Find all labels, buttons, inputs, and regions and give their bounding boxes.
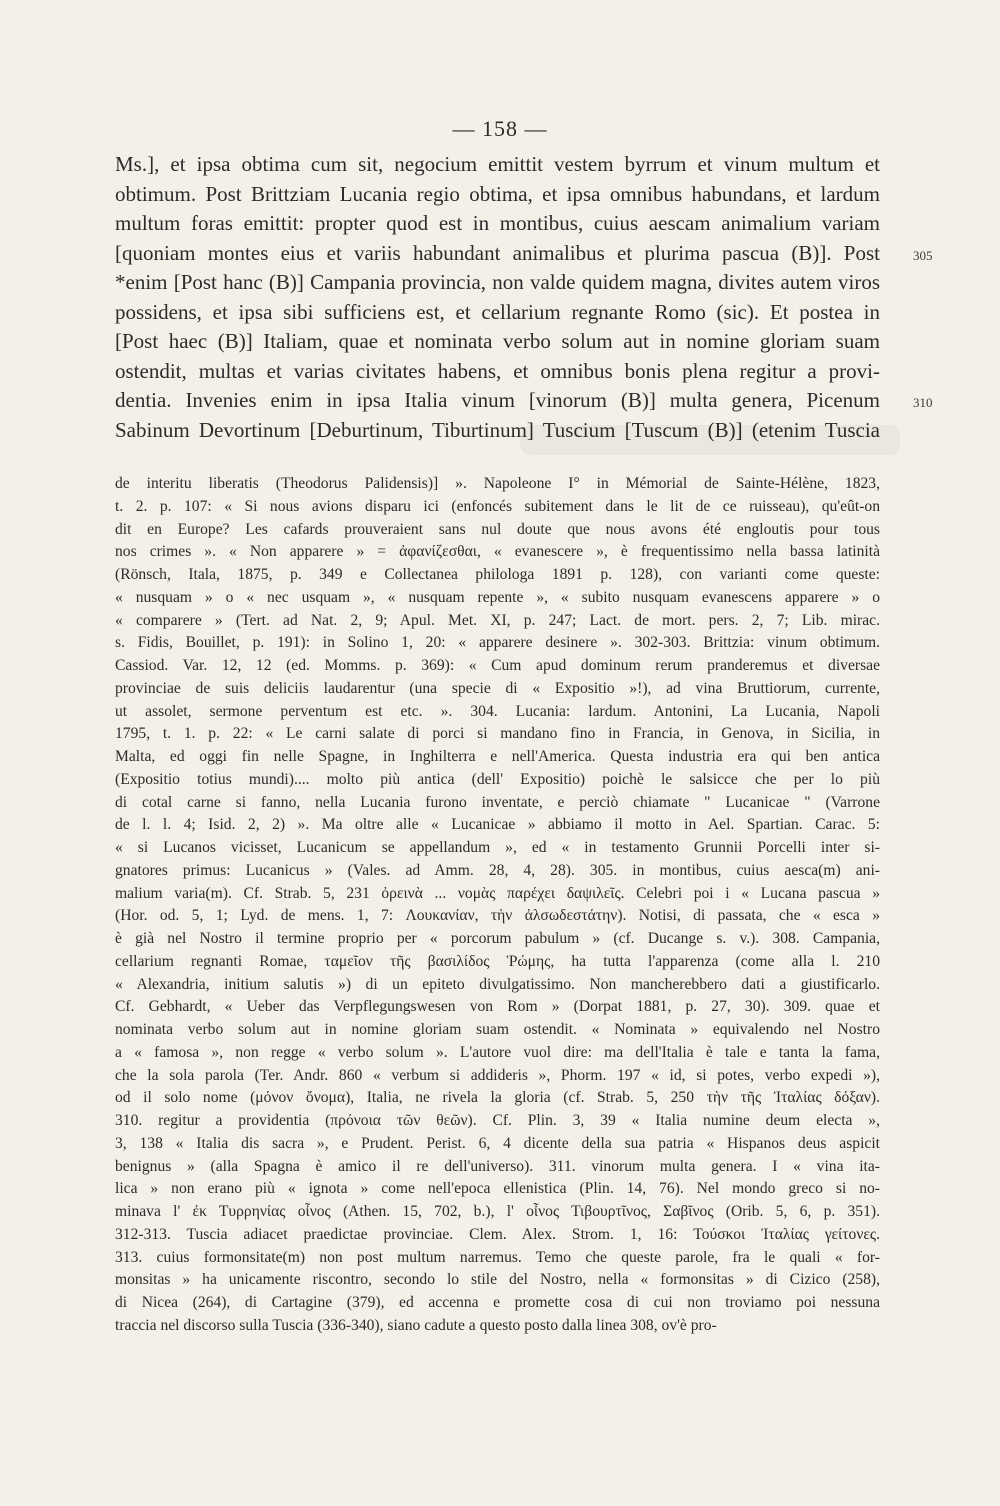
footnote-line: t. 2. p. 107: « Si nous avions disparu ici (enfoncés subitement dans le lit de ce ruisseau), qu'eût-on xyxy=(115,497,880,515)
footnote-line: (Rönsch, Itala, 1875, p. 349 e Collectanea philologa 1891 p. 128), con varianti come queste: xyxy=(115,566,880,583)
footnote-line: de interitu liberatis (Theodorus Palidensis)] ». Napoleone I° in Mémorial de Sainte-Hélène, 1823, xyxy=(115,475,880,492)
main-text-line: ostendit, multas et varias civitates habens, et omnibus bonis plena regitur a provi- xyxy=(115,358,880,383)
margin-line-number: 310 xyxy=(913,395,933,410)
footnote-line: « nusquam » o « nec usquam », « nusquam repente », « subito nusquam evanescens apparere » o xyxy=(115,588,880,606)
footnote-line: Cassiod. Var. 12, 12 (ed. Momms. p. 369): « Cum apud dominum rerum pranderemus et diversae xyxy=(115,657,880,674)
footnote-line: 3, 138 « Italia dis sacra », e Prudent. Perist. 6, 4 dicente della sua patria « Hispanos deus aspicit xyxy=(115,1134,880,1152)
footnote-line: « si Lucanos vicisset, Lucanicum se appellandum », ed « in testamento Grunnii Porcelli inter si- xyxy=(115,839,880,856)
footnote-line: « comparere » (Tert. ad Nat. 2, 9; Apul. Met. XI, p. 247; Lact. de mort. pers. 2, 7; Lib. mirac. xyxy=(115,611,880,629)
footnote-line: lica » non erano più « ignota » come nell'epoca ellenistica (Plin. 14, 76). Nel mondo greco si no- xyxy=(115,1180,880,1198)
footnote-line: od il solo nome (μόνον ὄνομα), Italia, ne rivela la gloria (cf. Strab. 5, 250 τὴν τῆς Ἰταλίας δόξαν). xyxy=(115,1089,880,1107)
footnote-line: 312-313. Tuscia adiacet praedictae provinciae. Clem. Alex. Strom. 1, 16: Τούσκοι Ἰταλίας γείτονες. xyxy=(115,1225,880,1243)
main-text-line: obtimum. Post Brittziam Lucania regio obtima, et ipsa omnibus habundans, et lardum xyxy=(115,181,880,206)
footnote-line: dit en Europe? Les cafards prouveraient sans nul doute que nous avons été engloutis pour tous xyxy=(115,520,880,538)
footnote-line: minava l' ἐκ Τυρρηνίας οἶνος (Athen. 15, 702, b.), l' οἶνος Τιβουρτῖνος, Σαβῖνος (Orib. 5, 6, p. 351). xyxy=(115,1203,880,1220)
main-text-line: Ms.], et ipsa obtima cum sit, negocium emittit vestem byrrum et vinum multum et xyxy=(115,152,880,176)
footnote-line: di Nicea (264), di Cartagine (379), ed accenna e promette cosa di cui non troviamo poi nessuna xyxy=(115,1294,880,1311)
footnote-line: (Expositio totius mundi).... molto più antica (dell' Expositio) poichè le salsicce che per lo più xyxy=(115,770,880,788)
footnote-line: monsitas » ha unicamente riscontro, secondo lo stile del Nostro, nella « formonsitas » di Cizico (258), xyxy=(115,1271,880,1289)
footnote-line: ut assolet, sermone perventum est etc. ». 304. Lucania: lardum. Antonini, La Lucania, Napoli xyxy=(115,702,880,720)
footnote-line: s. Fidis, Bouillet, p. 191): in Solino 1, 20: « apparere desinere ». 302-303. Brittzia: vinum obtimum. xyxy=(115,634,880,652)
footnote-line: gnatores primus: Lucanicus » (Vales. ad Amm. 28, 4, 28). 305. in montibus, cuius aesca(m) ani- xyxy=(115,861,880,879)
main-text-line: dentia. Invenies enim in ipsa Italia vinum [vinorum (B)] multa genera, Picenum xyxy=(115,388,880,412)
footnotes-block xyxy=(115,473,880,1338)
footnote-line: 1795, t. 1. p. 22: « Le carni salate di porci si mandano fino in Francia, in Genova, in Sicilia, in xyxy=(115,725,880,743)
footnote-line: nos crimes ». « Non apparere » = ἀφανίζεσθαι, « evanescere », è frequentissimo nella bassa latinità xyxy=(115,543,880,561)
footnote-line: 313. cuius formonsitate(m) non post multum narremus. Temo che queste parole, fra le quali « for- xyxy=(115,1248,880,1266)
footnote-line: è già nel Nostro il termine proprio per « porcorum pabulum » (cf. Ducange s. v.). 308. Campania, xyxy=(115,930,880,947)
main-text-line: [Post haec (B)] Italiam, quae et nominata verbo solum aut in nomine gloriam suam xyxy=(115,329,880,353)
main-text-line: *enim [Post hanc (B)] Campania provincia, non valde quidem magna, divites autem viros xyxy=(115,270,880,294)
page-number: — 158 — xyxy=(452,116,548,141)
footnote-line: malium varia(m). Cf. Strab. 5, 231 ὀρεινὰ ... νομὰς παρέχει δαψιλεῖς. Celebri poi i « Lucana pascua » xyxy=(115,884,880,902)
main-text-line: multum foras emittit: propter quod est in montibus, cuius aescam animalium variam xyxy=(115,211,880,235)
footnote-line: Malta, ed oggi fin nelle Spagne, in Inghilterra e nell'America. Questa industria era qui ben antica xyxy=(115,748,880,765)
footnote-line: cellarium regnanti Romae, ταμεῖον τῆς βασιλίδος Ῥώμης, ha tutta l'apparenza (come alla l. 210 xyxy=(115,952,880,970)
footnote-line: traccia nel discorso sulla Tuscia (336-340), siano cadute a questo posto dalla linea 308, ov'è pro- xyxy=(115,1316,717,1334)
footnote-line: de l. l. 4; Isid. 2, 2) ». Ma oltre alle « Lucanicae » abbiamo il motto in Ael. Spartian. Carac. 5: xyxy=(115,816,880,834)
footnote-line: (Hor. od. 5, 1; Lyd. de mens. 1, 7: Λουκανίαν, τὴν ἀλσωδεστάτην). Notisi, di passata, che « esca » xyxy=(115,907,880,925)
main-text-line: possidens, et ipsa sibi sufficiens est, et cellarium regnante Romo (sic). Et postea in xyxy=(115,299,880,324)
footnote-line: benignus » (alla Spagna è amico il re dell'universo). 311. vinorum multa genera. I « vina ita- xyxy=(115,1157,880,1175)
footnote-line: di cotal carne si fanno, nella Lucania furono inventate, e perciò chiamate " Lucanicae " (Varrone xyxy=(115,793,880,811)
margin-line-number: 305 xyxy=(913,247,933,263)
footnote-line: Cf. Gebhardt, « Ueber das Verpflegungswesen von Rom » (Dorpat 1881, p. 27, 30). 309. quae et xyxy=(115,998,880,1016)
footnote-line: provinciae de suis deliciis laudarentur (una specie di « Expositio »!), ad vina Bruttiorum, currente, xyxy=(115,679,880,697)
footnote-line: che la sola parola (Ter. Andr. 860 « verbum si addideris », Phorm. 197 « id, si potes, verbo expedi »), xyxy=(115,1066,880,1084)
footnote-line: 310. regitur a providentia (πρόνοια τῶν θεῶν). Cf. Plin. 3, 39 « Italia numine deum electa », xyxy=(115,1112,880,1129)
main-text-line: Sabinum Devortinum [Deburtinum, Tiburtinum] Tuscium [Tuscum (B)] (etenim Tuscia xyxy=(115,417,880,442)
main-text-block xyxy=(115,150,880,445)
footnote-line: a « famosa », non regge « verbo solum ». L'autore vuol dire: ma dell'Italia è tale e tanta la fama, xyxy=(115,1043,880,1061)
main-text-line: [quoniam montes eius et variis habundant animalibus et plurima pascua (B)]. Post xyxy=(115,240,880,265)
footnote-line: nominata verbo solum aut in nomine gloriam suam ostendit. « Nominata » equivalendo nel Nostro xyxy=(115,1021,880,1038)
footnote-line: « Alexandria, initium salutis ») di un epiteto divulgatissimo. Non mancherebbero dati a giustificarlo. xyxy=(115,975,880,993)
